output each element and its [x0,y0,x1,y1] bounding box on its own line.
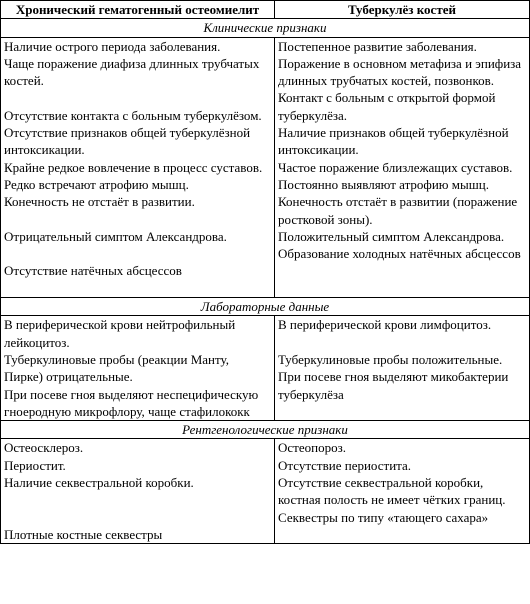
entry: Туберкулиновые пробы положительные. [278,351,503,367]
entry: Наличие признаков общей туберкулёзной интоксикации. [278,125,509,158]
entry: Положительный симптом Александрова. [278,228,505,244]
entry: Наличие острого периода заболевания. [4,38,221,54]
spacer [4,89,271,106]
header-osteomyelitis: Хронический гематогенный остеомиелит [1,1,275,19]
cell-left-clinical [1,37,275,297]
header-row [1,1,530,19]
section-row-laboratory [1,298,530,316]
cell-right-clinical [275,37,530,297]
entry: Отсутствие контакта с больным туберкулёзом. [4,107,262,123]
entry: Отсутствие натёчных абсцессов [4,263,182,279]
entry: Остеопороз. [278,440,346,456]
entry: Чаще поражение диафиза длинных трубчатых костей. [4,55,260,89]
entry: Периостит. [4,457,66,473]
entry: Образование холодных натёчных абсцессов [278,246,521,262]
entry: Отсутствие признаков общей туберкулёзной интоксикации. [4,125,251,158]
section-row-clinical [1,19,530,37]
section-row-radiology [1,421,530,439]
cell-right-radiology [275,439,530,544]
entry: Секвестры по типу «тающего сахара» [278,509,489,525]
entry: Частое поражение близлежащих суставов. [278,159,513,175]
entry: Постоянно выявляют атрофию мышц. [278,176,489,192]
entry: Отсутствие секвестральной коробки, костная полость не имеет чётких границ. [278,475,506,508]
entry: Конечность отстаёт в развитии (поражение ростковой зоны). [278,194,518,227]
header-tuberculosis: Туберкулёз костей [275,1,530,19]
spacer [4,245,271,262]
cell-left-laboratory [1,316,275,421]
entry: Поражение в основном метафиза и эпифиза длинных трубчатых костей, позвонков. [278,55,522,89]
entry: Плотные костные секвестры [4,526,163,542]
cell-left-radiology [1,439,275,544]
entry: Контакт с больным с открытой формой туберкулёза. [278,90,496,123]
spacer [4,280,271,297]
section-body-clinical [1,37,530,297]
section-body-laboratory [1,316,530,421]
entry: Редко встречают атрофию мышц. [4,176,189,192]
section-title-clinical: Клинические признаки [1,19,530,37]
spacer [4,211,271,228]
entry: Остеосклероз. [4,440,84,456]
entry: Конечность не отстаёт в развитии. [4,194,195,210]
entry: Наличие секвестральной коробки. [4,475,194,491]
entry: Туберкулиновые пробы (реакции Манту, Пирке) отрицательные. [4,351,229,385]
spacer [4,491,271,508]
section-title-radiology: Рентгенологические признаки [1,421,530,439]
entry: Отрицательный симптом Александрова. [4,228,227,244]
entry: При посеве гноя выделяют неспецифическую гноеродную микрофлору, чаще стафилококк [4,386,259,419]
entry: При посеве гноя выделяют микобактерии туберкулёза [278,369,509,402]
entry: В периферической крови лимфоцитоз. [278,317,492,333]
entry: Постепенное развитие заболевания. [278,38,477,54]
spacer [278,334,526,351]
entry: Крайне редкое вовлечение в процесс суставов. [4,159,263,175]
entry: Отсутствие периостита. [278,457,412,473]
spacer [4,509,271,526]
section-body-radiology [1,439,530,544]
cell-right-laboratory [275,316,530,421]
section-title-laboratory: Лабораторные данные [1,298,530,316]
entry: В периферической крови нейтрофильный лейкоцитоз. [4,317,236,350]
